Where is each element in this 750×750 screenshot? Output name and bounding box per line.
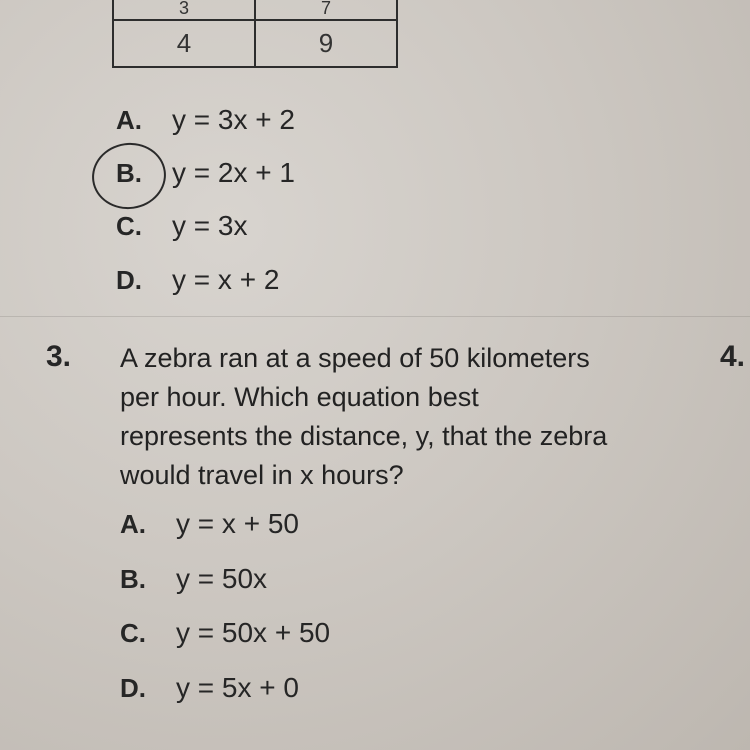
option-text: y = 2x + 1 xyxy=(172,157,295,188)
value-table xyxy=(112,0,398,68)
section-divider xyxy=(0,316,750,317)
option-letter: A. xyxy=(120,509,146,539)
table-row xyxy=(113,20,397,67)
answer-circle-mark xyxy=(88,138,170,214)
question-line: per hour. Which equation best xyxy=(120,382,479,412)
option-text: y = 50x xyxy=(176,563,268,594)
option-letter: C. xyxy=(116,211,142,241)
bleed-through xyxy=(420,70,426,93)
q2-option-d[interactable] xyxy=(116,264,279,296)
table-cell: 9 xyxy=(255,20,397,67)
question-number: 3. xyxy=(46,340,72,373)
option-text: y = 50x + 50 xyxy=(176,617,331,648)
option-text: y = x + 2 xyxy=(172,264,280,295)
option-text: y = x + 50 xyxy=(176,508,299,539)
q2-option-a[interactable] xyxy=(116,104,295,136)
table-row xyxy=(113,0,397,20)
option-letter: D. xyxy=(116,265,142,295)
q2-option-c[interactable] xyxy=(116,210,247,242)
q3-option-b[interactable] xyxy=(120,563,267,595)
option-letter: B. xyxy=(116,158,142,188)
table-cell: 4 xyxy=(113,20,255,67)
option-text: y = 3x xyxy=(172,210,248,241)
question-text xyxy=(120,339,680,495)
q3-option-d[interactable] xyxy=(120,672,299,704)
option-letter: B. xyxy=(120,564,146,594)
option-letter: A. xyxy=(116,105,142,135)
option-text: y = 3x + 2 xyxy=(172,104,295,135)
question-line: would travel in x hours? xyxy=(120,460,404,490)
question-line: A zebra ran at a speed of 50 kilometers xyxy=(120,343,590,373)
table-cell: 7 xyxy=(255,0,397,20)
q3-option-c[interactable] xyxy=(120,617,330,649)
q3-option-a[interactable] xyxy=(120,508,299,540)
table-cell: 3 xyxy=(113,0,255,20)
question-line: represents the distance, y, that the zebra xyxy=(120,421,608,451)
next-question-number: 4. xyxy=(720,340,746,373)
option-text: y = 5x + 0 xyxy=(176,672,299,703)
option-letter: C. xyxy=(120,618,146,648)
option-letter: D. xyxy=(120,673,146,703)
